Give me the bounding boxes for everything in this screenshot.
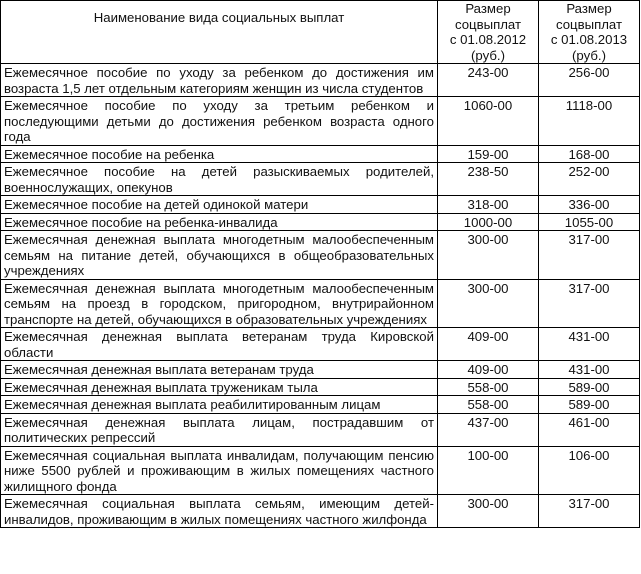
amount-2013: 431-00: [539, 361, 640, 379]
amount-2012: 437-00: [438, 413, 539, 446]
amount-2013: 589-00: [539, 396, 640, 414]
table-row: [1, 413, 640, 446]
amount-2012: 1060-00: [438, 97, 539, 146]
amount-2013: 461-00: [539, 413, 640, 446]
table-row: [1, 163, 640, 196]
payment-name: Ежемесячная денежная выплата многодетным малообеспеченным семьям на проезд в городском, пригородном, внутрирайонном транспорте на детей, обучающихся в образовательных учреждениях: [1, 279, 438, 328]
amount-2012: 300-00: [438, 495, 539, 528]
amount-2013: 252-00: [539, 163, 640, 196]
table-row: [1, 446, 640, 495]
amount-2012: 159-00: [438, 145, 539, 163]
header-2012-line: соцвыплат: [454, 16, 522, 32]
amount-2012: 100-00: [438, 446, 539, 495]
header-payment-type: Наименование вида социальных выплат: [1, 1, 438, 64]
amount-2012: 318-00: [438, 196, 539, 214]
table-row: [1, 396, 640, 414]
amount-2012: 558-00: [438, 378, 539, 396]
table-row: [1, 64, 640, 97]
amount-2012: 243-00: [438, 64, 539, 97]
header-2012-line: с 01.08.2012: [449, 32, 527, 47]
table-row: [1, 231, 640, 280]
amount-2012: 558-00: [438, 396, 539, 414]
payment-name: Ежемесячная социальная выплата инвалидам, получающим пенсию ниже 5500 рублей и проживающим в жилых помещениях частного жилищного фонда: [1, 446, 438, 495]
table-row: [1, 196, 640, 214]
header-row: [1, 1, 640, 64]
table-row: [1, 361, 640, 379]
payment-name: Ежемесячная денежная выплата лицам, пострадавшим от политических репрессий: [1, 413, 438, 446]
amount-2012: 409-00: [438, 328, 539, 361]
payment-name: Ежемесячное пособие на ребенка: [1, 145, 438, 163]
header-2012-line: (руб.): [471, 47, 505, 63]
header-2013-line: соцвыплат: [555, 16, 623, 32]
amount-2013: 317-00: [539, 279, 640, 328]
amount-2013: 317-00: [539, 231, 640, 280]
amount-2013: 1118-00: [539, 97, 640, 146]
table-row: [1, 97, 640, 146]
amount-2012: 238-50: [438, 163, 539, 196]
amount-2013: 1055-00: [539, 213, 640, 231]
header-2013-line: (руб.): [572, 47, 606, 63]
amount-2013: 589-00: [539, 378, 640, 396]
amount-2013: 431-00: [539, 328, 640, 361]
payment-name: Ежемесячное пособие по уходу за ребенком до достижения им возраста 1,5 лет отдельным категориям женщин из числа студентов: [1, 64, 438, 97]
payment-name: Ежемесячная денежная выплата реабилитированным лицам: [1, 396, 438, 414]
amount-2012: 1000-00: [438, 213, 539, 231]
payment-name: Ежемесячная социальная выплата семьям, имеющим детей-инвалидов, проживающим в жилых помещениях частного жилфонда: [1, 495, 438, 528]
table-row: [1, 279, 640, 328]
table-row: [1, 145, 640, 163]
payment-name: Ежемесячная денежная выплата ветеранам труда: [1, 361, 438, 379]
amount-2012: 409-00: [438, 361, 539, 379]
payment-name: Ежемесячная денежная выплата труженикам тыла: [1, 378, 438, 396]
amount-2013: 168-00: [539, 145, 640, 163]
amount-2013: 106-00: [539, 446, 640, 495]
header-2012-line: Размер: [465, 1, 511, 16]
amount-2013: 317-00: [539, 495, 640, 528]
table-row: [1, 328, 640, 361]
table-row: [1, 495, 640, 528]
amount-2013: 336-00: [539, 196, 640, 214]
header-amount-2013: [539, 1, 640, 64]
header-2013-line: с 01.08.2013: [550, 32, 628, 47]
payment-name: Ежемесячное пособие на детей одинокой матери: [1, 196, 438, 214]
header-amount-2012: [438, 1, 539, 64]
header-2013-line: Размер: [566, 1, 612, 16]
payment-name: Ежемесячное пособие на ребенка-инвалида: [1, 213, 438, 231]
table-row: [1, 378, 640, 396]
payment-name: Ежемесячное пособие по уходу за третьим ребенком и последующими детьми до достижения ребенком возраста одного года: [1, 97, 438, 146]
amount-2013: 256-00: [539, 64, 640, 97]
amount-2012: 300-00: [438, 279, 539, 328]
payment-name: Ежемесячная денежная выплата многодетным малообеспеченным семьям на питание детей, обучающихся в общеобразовательных учреждениях: [1, 231, 438, 280]
payment-name: Ежемесячное пособие на детей разыскиваемых родителей, военнослужащих, опекунов: [1, 163, 438, 196]
amount-2012: 300-00: [438, 231, 539, 280]
payment-name: Ежемесячная денежная выплата ветеранам труда Кировской области: [1, 328, 438, 361]
table-row: [1, 213, 640, 231]
